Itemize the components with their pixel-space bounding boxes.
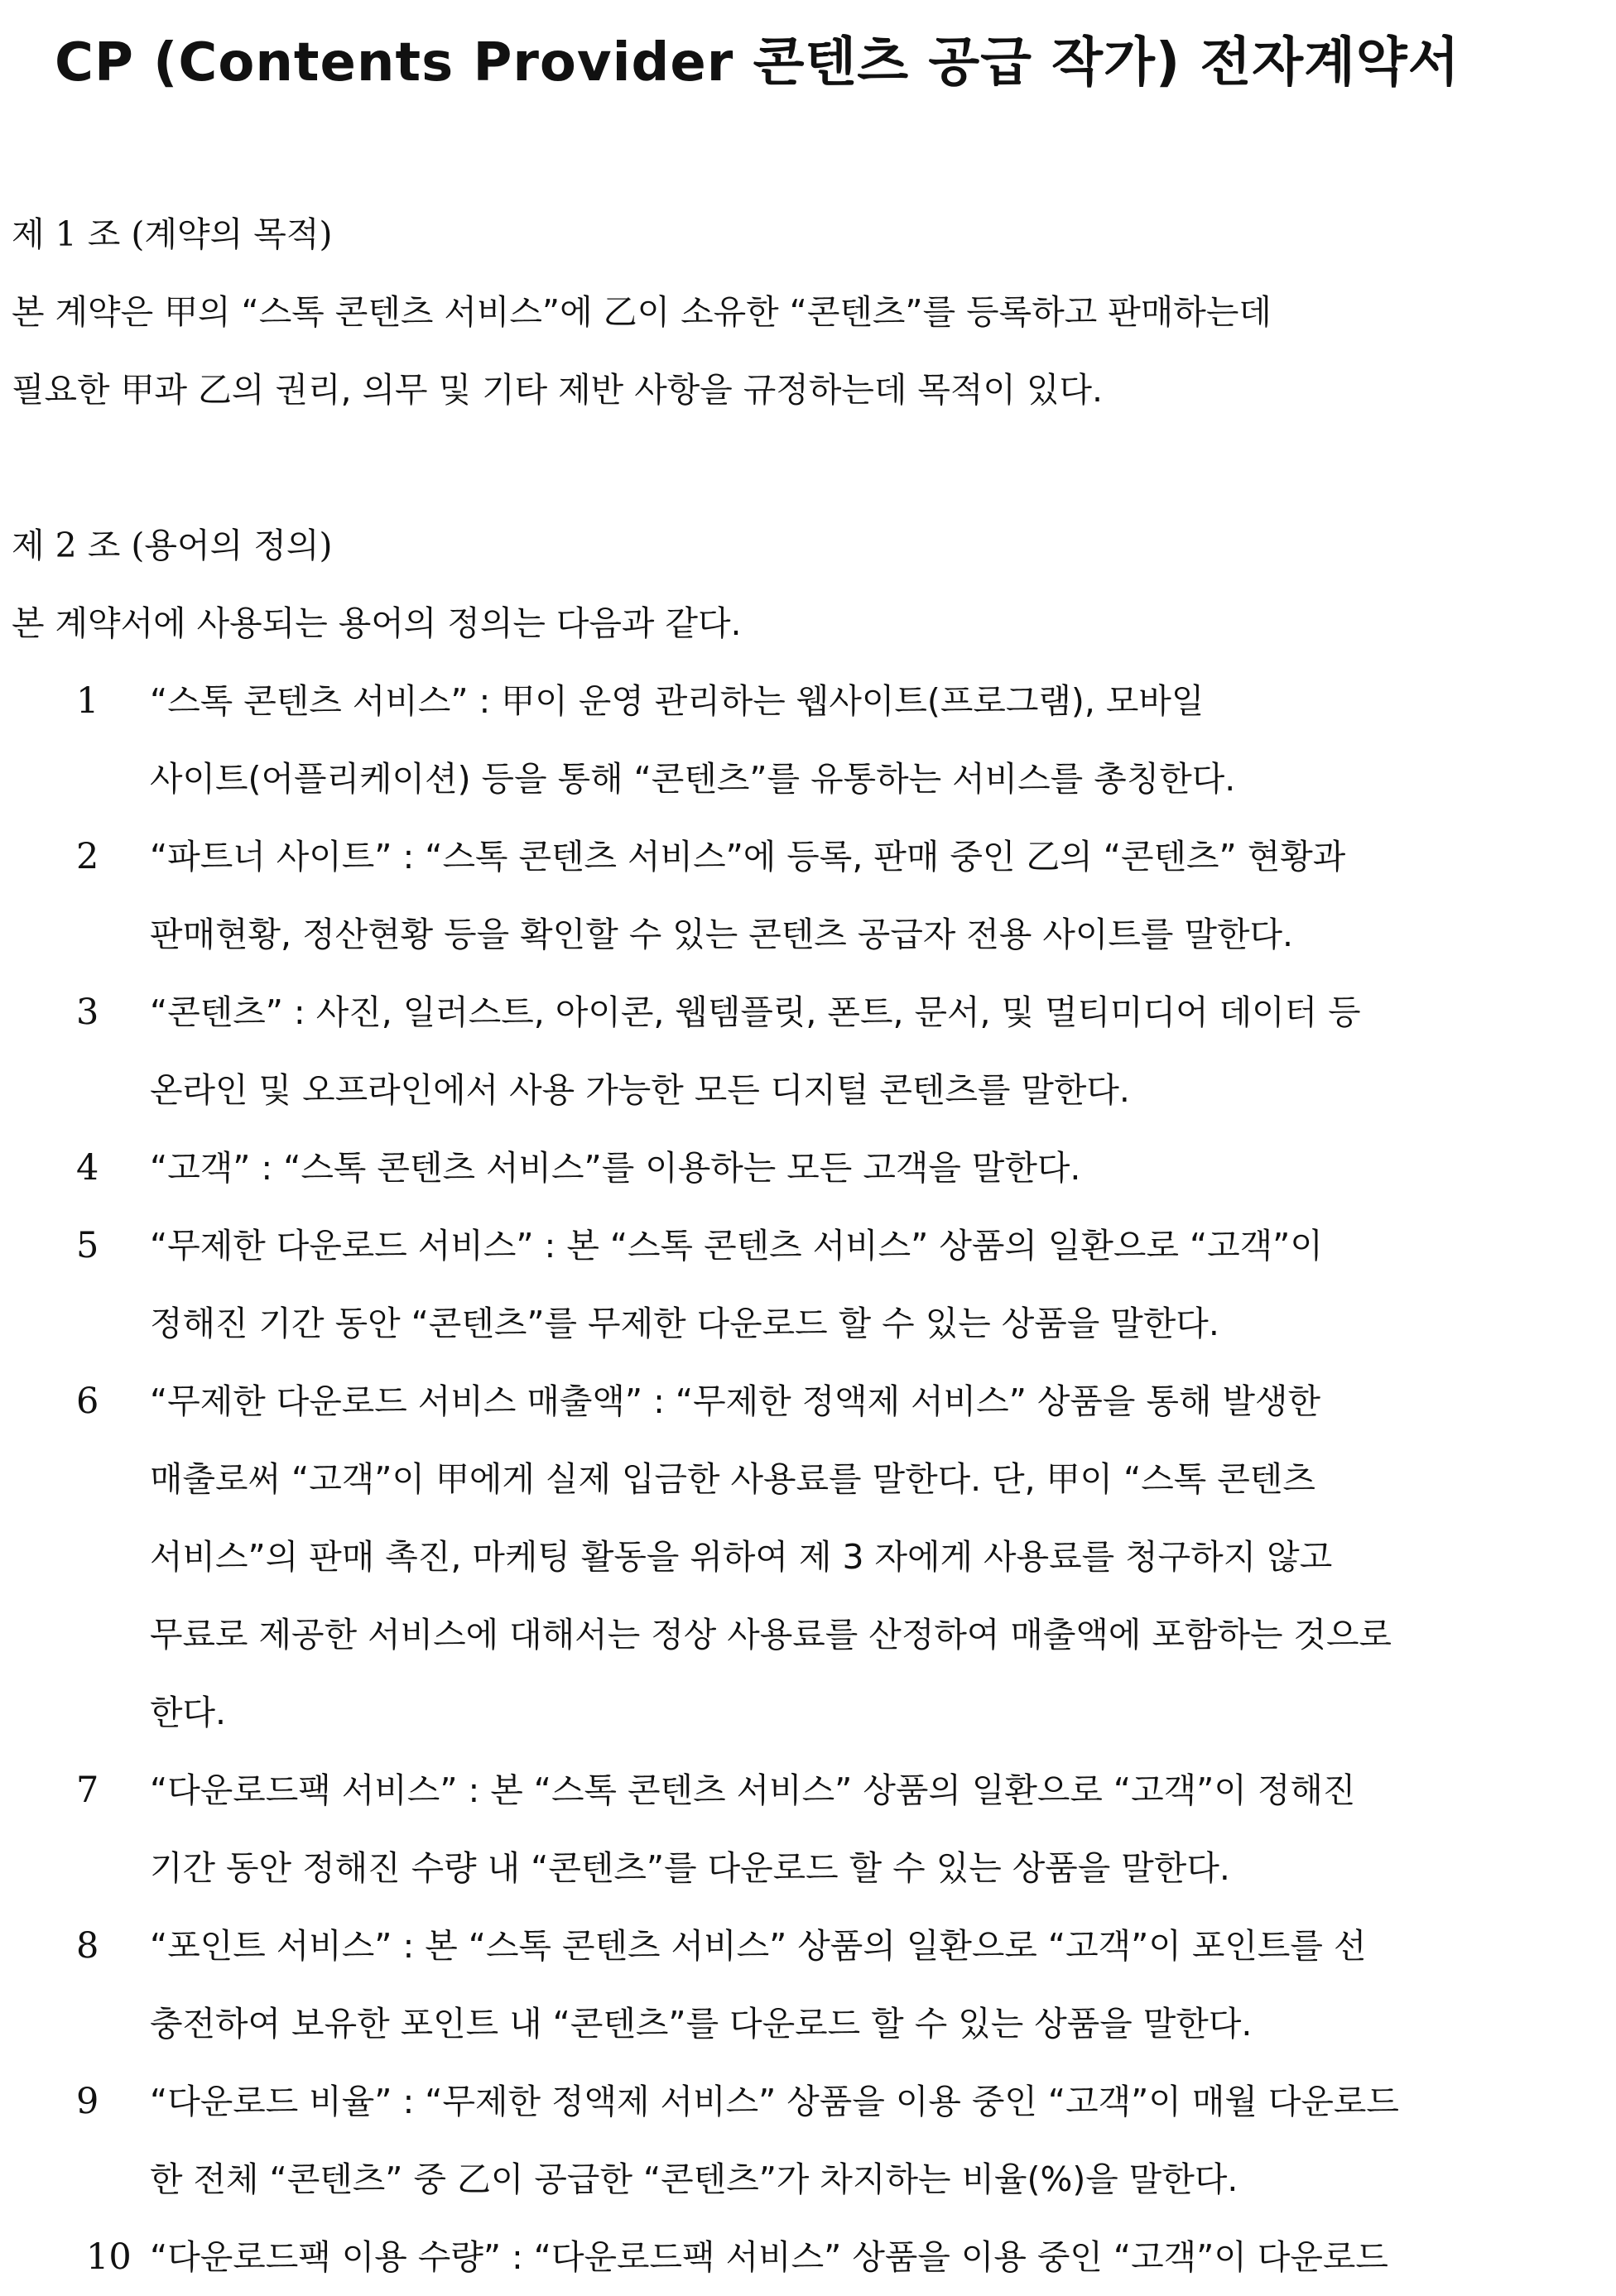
article-1-line-2: 필요한 甲과 乙의 권리, 의무 및 기타 제반 사항을 규정하는데 목적이 있다. (12, 370, 1104, 410)
definition-text-line: 한 전체 “콘텐츠” 중 乙이 공급한 “콘텐츠”가 차지하는 비율(%)을 말한다. (150, 2159, 1238, 2199)
definition-text-line: “무제한 다운로드 서비스 매출액” : “무제한 정액제 서비스” 상품을 통해 발생한 (150, 1381, 1321, 1421)
definition-number: 2 (76, 836, 99, 877)
definition-item (12, 973, 1601, 1129)
definition-text-line: 서비스”의 판매 촉진, 마케팅 활동을 위하여 제 3 자에게 사용료를 청구하지 않고 (150, 1537, 1333, 1577)
definition-text-line: “다운로드팩 이용 수량” : “다운로드팩 서비스” 상품을 이용 중인 “고객”이 다운로드 (150, 2237, 1388, 2277)
definition-item (12, 818, 1601, 973)
definition-text-line: “포인트 서비스” : 본 “스톡 콘텐츠 서비스” 상품의 일환으로 “고객”이 포인트를 선 (150, 1926, 1367, 1966)
definition-text-line: “무제한 다운로드 서비스” : 본 “스톡 콘텐츠 서비스” 상품의 일환으로 “고객”이 (150, 1226, 1323, 1266)
definitions-list (12, 662, 1601, 2296)
definition-item (12, 2063, 1601, 2218)
definition-number: 9 (76, 2081, 99, 2122)
definition-number: 7 (76, 1770, 99, 1811)
definition-text-line: 충전하여 보유한 포인트 내 “콘텐츠”를 다운로드 할 수 있는 상품을 말한다. (150, 2004, 1253, 2044)
definition-number: 10 (86, 2236, 132, 2278)
article-2-intro: 본 계약서에 사용되는 용어의 정의는 다음과 같다. (12, 603, 742, 643)
definition-text-line: 무료로 제공한 서비스에 대해서는 정상 사용료를 산정하여 매출액에 포함하는 것으로 (150, 1615, 1392, 1655)
definition-text-line: 한다. (150, 1693, 227, 1732)
definition-text-line: 기간 동안 정해진 수량 내 “콘텐츠”를 다운로드 할 수 있는 상품을 말한다. (150, 1848, 1230, 1888)
definition-number: 1 (76, 680, 99, 722)
definition-text-line: 사이트(어플리케이션) 등을 통해 “콘텐츠”를 유통하는 서비스를 총칭한다. (150, 759, 1236, 799)
definition-item (12, 1129, 1601, 1207)
definition-item (12, 1907, 1601, 2063)
definition-item (12, 1751, 1601, 1907)
definition-number: 4 (76, 1147, 99, 1189)
article-2-heading: 제 2 조 (용어의 정의) (12, 526, 333, 565)
definition-text-line: “다운로드 비율” : “무제한 정액제 서비스” 상품을 이용 중인 “고객”이 매월 다운로드 (150, 2082, 1399, 2121)
definition-text-line: 온라인 및 오프라인에서 사용 가능한 모든 디지털 콘텐츠를 말한다. (150, 1070, 1130, 1110)
article-2 (12, 507, 1601, 2296)
definition-text-line: 판매현황, 정산현황 등을 확인할 수 있는 콘텐츠 공급자 전용 사이트를 말한다. (150, 915, 1294, 954)
definition-number: 8 (76, 1925, 99, 1967)
article-1-heading: 제 1 조 (계약의 목적) (12, 214, 333, 254)
definition-number: 6 (76, 1381, 99, 1422)
definition-item (12, 1207, 1601, 1362)
definition-item (12, 2218, 1601, 2296)
definition-item (12, 1362, 1601, 1751)
definition-text-line: “고객” : “스톡 콘텐츠 서비스”를 이용하는 모든 고객을 말한다. (150, 1148, 1081, 1188)
definition-text-line: “콘텐츠” : 사진, 일러스트, 아이콘, 웹템플릿, 폰트, 문서, 및 멀티미디어 데이터 등 (150, 992, 1361, 1032)
definition-text-line: “다운로드팩 서비스” : 본 “스톡 콘텐츠 서비스” 상품의 일환으로 “고객”이 정해진 (150, 1770, 1356, 1810)
document-title: CP (Contents Provider 콘텐츠 공급 작가) 전자계약서 (55, 32, 1460, 94)
article-1-line-1: 본 계약은 甲의 “스톡 콘텐츠 서비스”에 乙이 소유한 “콘텐츠”를 등록하고 판매하는데 (12, 292, 1272, 332)
article-1 (12, 195, 1601, 429)
definition-text-line: “스톡 콘텐츠 서비스” : 甲이 운영 관리하는 웹사이트(프로그램), 모바일 (150, 681, 1205, 721)
definition-item (12, 662, 1601, 818)
definition-number: 5 (76, 1225, 99, 1266)
definition-number: 3 (76, 992, 99, 1033)
definition-text-line: “파트너 사이트” : “스톡 콘텐츠 서비스”에 등록, 판매 중인 乙의 “콘텐츠” 현황과 (150, 837, 1346, 877)
definition-text-line: 정해진 기간 동안 “콘텐츠”를 무제한 다운로드 할 수 있는 상품을 말한다. (150, 1304, 1219, 1343)
definition-text-line: 매출로써 “고객”이 甲에게 실제 입금한 사용료를 말한다. 단, 甲이 “스톡 콘텐츠 (150, 1459, 1315, 1499)
